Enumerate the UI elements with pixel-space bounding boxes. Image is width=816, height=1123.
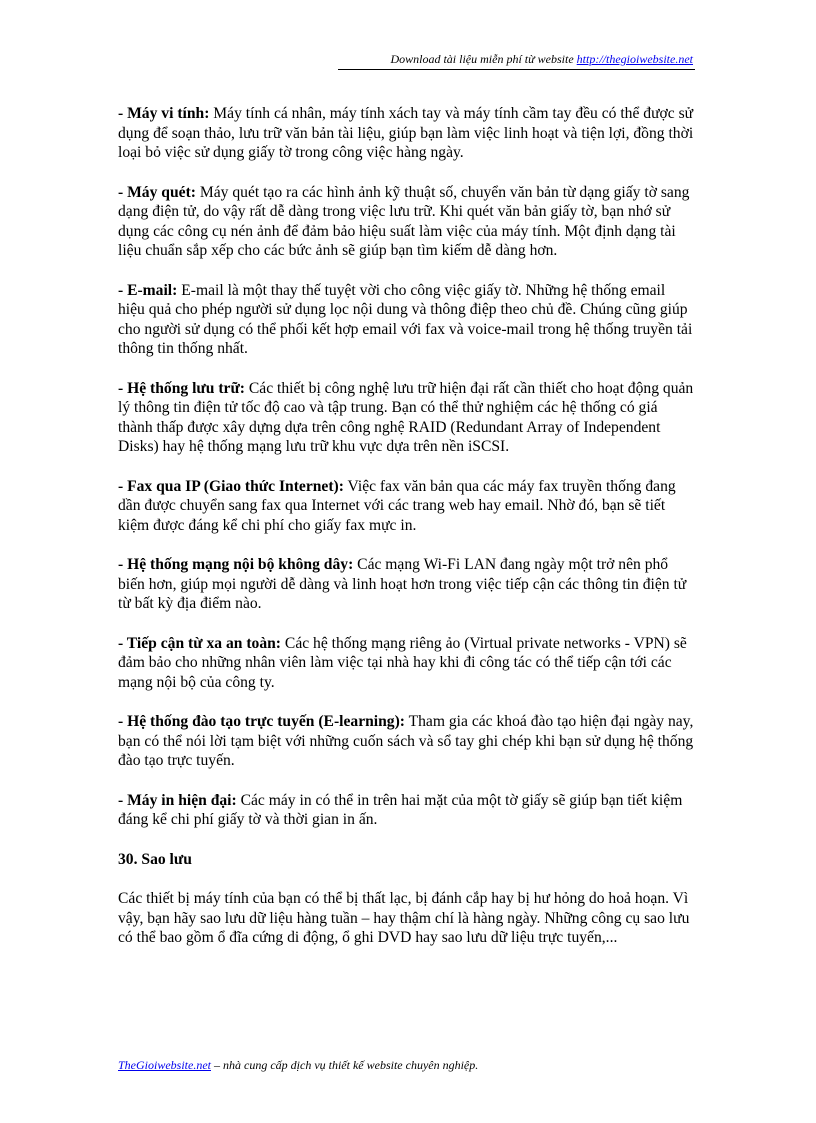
page-footer	[118, 1057, 718, 1073]
paragraph-lead: - Hệ thống mạng nội bộ không dây:	[118, 556, 354, 573]
paragraph-printer	[118, 791, 694, 830]
paragraph-text: Các hệ thống mạng riêng ảo (Virtual private networks - VPN) sẽ đảm bảo cho những nhân viên làm việc tại nhà hay khi đi công tác có thể tiếp cận tới các mạng nội bộ của công ty.	[118, 634, 687, 691]
section-heading: 30. Sao lưu	[118, 850, 192, 868]
footer-text: – nhà cung cấp dịch vụ thiết kế website chuyên nghiệp.	[211, 1058, 479, 1072]
paragraph-lead: - Hệ thống đào tạo trực tuyến (E-learning):	[118, 713, 405, 730]
footer-website-link[interactable]: TheGioiwebsite.net	[118, 1058, 211, 1072]
paragraph-lead: - Tiếp cận từ xa an toàn:	[118, 634, 282, 652]
paragraph-fax-ip	[118, 477, 694, 536]
paragraph-scanner	[118, 183, 694, 261]
paragraph-lead: - Máy in hiện đại:	[118, 791, 237, 809]
paragraph-lead: - Fax qua IP (Giao thức Internet):	[118, 477, 344, 495]
paragraph-storage	[118, 379, 694, 457]
paragraph-text: E-mail là một thay thế tuyệt vời cho công việc giấy tờ. Những hệ thống email hiệu quả cho phép người sử dụng lọc nội dung và thông điệp theo chủ đề. Chúng cũng giúp cho người sử dụng có thể phối kết hợp email với fax và voice-mail trong hệ thống truyền tải thông tin thống nhất.	[118, 281, 693, 357]
page-header	[118, 51, 693, 67]
header-divider	[338, 69, 695, 70]
paragraph-text: Máy tính cá nhân, máy tính xách tay và máy tính cầm tay đều có thể được sử dụng để soạn thảo, lưu trữ văn bản tài liệu, giúp bạn làm việc linh hoạt và tiện lợi, đồng thời loại bỏ việc sử dụng giấy tờ trong công việc hàng ngày.	[118, 105, 694, 161]
paragraph-elearning	[118, 712, 694, 771]
document-body	[118, 104, 694, 968]
paragraph-text: Các thiết bị công nghệ lưu trữ hiện đại rất cần thiết cho hoạt động quản lý thông tin điện tử tốc độ cao và tập trung. Bạn có thể thử nghiệm các hệ thống có giá thành thấp được xây dựng dựa trên công nghệ RAID (Redundant Array of Independent Disks) hay hệ thống mạng lưu trữ khu vực dựa trên nền iSCSI.	[118, 379, 694, 455]
paragraph-lead: - Hệ thống lưu trữ:	[118, 379, 245, 397]
paragraph-wireless-lan	[118, 555, 694, 614]
paragraph-email	[118, 281, 694, 359]
paragraph-text: Các máy in có thể in trên hai mặt của một tờ giấy sẽ giúp bạn tiết kiệm đáng kể chi phí giấy tờ và thời gian in ấn.	[118, 791, 683, 828]
paragraph-text: Các mạng Wi-Fi LAN đang ngày một trở nên phổ biến hơn, giúp mọi người dễ dàng và linh hoạt hơn trong việc tiếp cận các thông tin điện tử từ bất kỳ địa điểm nào.	[118, 556, 687, 612]
header-text: Download tài liệu miễn phí từ website	[390, 52, 577, 66]
header-website-link[interactable]: http://thegioiwebsite.net	[576, 52, 693, 66]
paragraph-lead: - Máy quét:	[118, 183, 196, 201]
paragraph-text: Tham gia các khoá đào tạo hiện đại ngày nay, bạn có thể nói lời tạm biệt với những cuốn sách và sổ tay ghi chép khi bạn sử dụng hệ thống đào tạo trực tuyến.	[118, 713, 694, 769]
paragraph-lead: - E-mail:	[118, 281, 178, 299]
paragraph-text: Việc fax văn bản qua các máy fax truyền thống đang dần được chuyển sang fax qua Internet với các trang web hay email. Nhờ đó, bạn sẽ tiết kiệm được đáng kể chi phí cho giấy fax mực in.	[118, 477, 676, 534]
paragraph-remote-access	[118, 634, 694, 693]
paragraph-backup: Các thiết bị máy tính của bạn có thể bị thất lạc, bị đánh cắp hay bị hư hỏng do hoả hoạn. Vì vậy, bạn hãy sao lưu dữ liệu hàng tuần – hay thậm chí là hàng ngày. Những công cụ sao lưu có thể bao gồm ổ đĩa cứng di động, ổ ghi DVD hay sao lưu dữ liệu trực tuyến,...	[118, 890, 690, 946]
paragraph-text: Máy quét tạo ra các hình ảnh kỹ thuật số, chuyển văn bản từ dạng giấy tờ sang dạng điện tử, do vậy rất dễ dàng trong việc lưu trữ. Khi quét văn bản giấy tờ, bạn nhớ sử dụng các công cụ nén ảnh để đảm bảo hiệu suất làm việc của máy tính. Một định dạng tài liệu chuẩn sắp xếp cho các bức ảnh sẽ giúp bạn tìm kiếm dễ dàng hơn.	[118, 183, 690, 259]
paragraph-lead: - Máy vi tính:	[118, 105, 210, 122]
paragraph-computer	[118, 104, 694, 163]
